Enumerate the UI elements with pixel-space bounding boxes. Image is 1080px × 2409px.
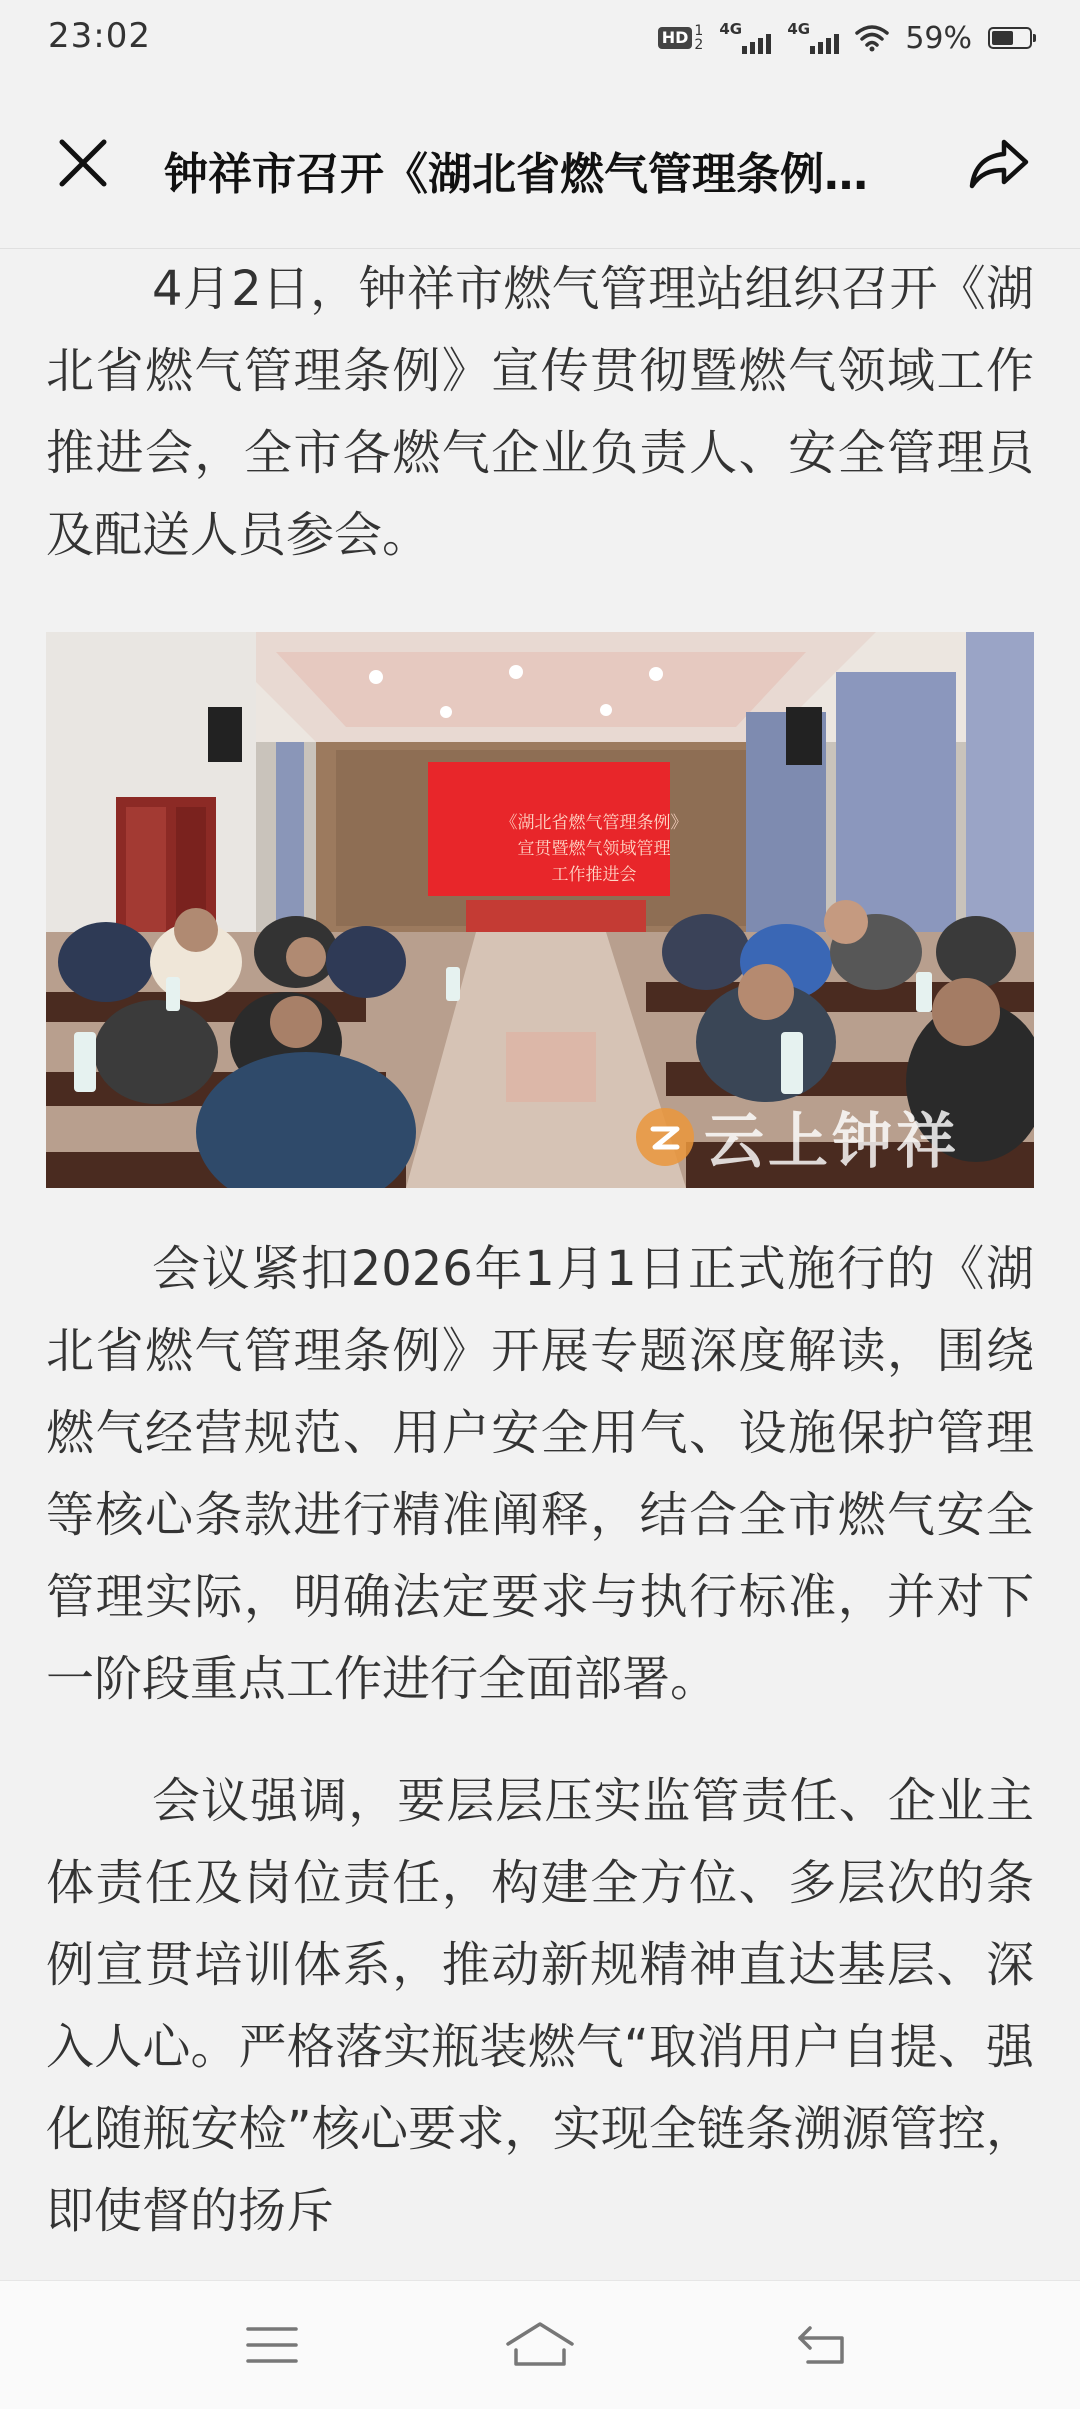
home-button[interactable]: [500, 2311, 580, 2379]
status-bar: [0, 0, 1080, 80]
battery-percent: 59%: [905, 20, 972, 56]
hd-sub-bottom: 2: [694, 37, 704, 53]
sim2-signal-bars: [810, 34, 839, 54]
sim1-signal-bars: [742, 34, 771, 54]
article-body[interactable]: [46, 248, 1034, 2280]
share-button[interactable]: [964, 130, 1034, 196]
watermark-logo-icon: [636, 1108, 694, 1166]
sim2-network-label: 4G: [787, 20, 811, 38]
page-title: 钟祥市召开《湖北省燃气管理条例…: [164, 149, 868, 200]
menu-icon: [244, 2323, 300, 2367]
close-icon: [56, 136, 110, 190]
banner-line-1: 《湖北省燃气管理条例》: [500, 813, 688, 833]
hd-label: HD: [658, 27, 693, 49]
hd-sub: [694, 24, 703, 52]
battery-fill: [992, 31, 1013, 45]
close-button[interactable]: [50, 130, 116, 196]
photo-watermark: [636, 1094, 960, 1180]
sim1-network-label: 4G: [719, 20, 743, 38]
article-paragraph-2: 会议紧扣2026年1月1日正式施行的《湖北省燃气管理条例》开展专题深度解读，围绕燃气经营规范、用户安全用气、设施保护管理等核心条款进行精准阐释，结合全市燃气安全管理实际，明确法定要求与执行标准，并对下一阶段重点工作进行全面部署。: [46, 1241, 1034, 1707]
recent-apps-button[interactable]: [232, 2311, 312, 2379]
banner-line-3: 工作推进会: [551, 865, 637, 885]
battery-icon: [988, 27, 1032, 49]
status-time: 23:02: [48, 16, 151, 56]
back-icon: [794, 2322, 850, 2368]
photo-banner-text: [476, 810, 712, 888]
banner-line-2: 宣贯暨燃气领域管理: [517, 839, 671, 859]
hd-voice-icon: [658, 24, 704, 52]
signal-sim2-icon: [787, 20, 839, 56]
wifi-icon: [855, 24, 889, 52]
title-bar: [0, 80, 1080, 249]
article-paragraph-1: 4月2日，钟祥市燃气管理站组织召开《湖北省燃气管理条例》宣传贯彻暨燃气领域工作推进会，全市各燃气企业负责人、安全管理员及配送人员参会。: [46, 261, 1034, 563]
status-icons: [658, 18, 1032, 58]
watermark-text: 云上钟祥: [704, 1107, 960, 1177]
article-paragraph-3: 会议强调，要层层压实监管责任、企业主体责任及岗位责任，构建全方位、多层次的条例宣贯培训体系，推动新规精神直达基层、深入人心。严格落实瓶装燃气“取消用户自提、强化随瓶安检”核心要求，实现全链条溯源管控，即使督的扬斥: [46, 1773, 1034, 2239]
system-navigation-bar: [0, 2280, 1080, 2409]
home-icon: [504, 2320, 576, 2370]
share-icon: [968, 136, 1030, 190]
signal-sim1-icon: [719, 20, 771, 56]
meeting-photo[interactable]: [46, 632, 1034, 1188]
back-button[interactable]: [782, 2311, 862, 2379]
hd-sub-top: 1: [694, 23, 704, 39]
